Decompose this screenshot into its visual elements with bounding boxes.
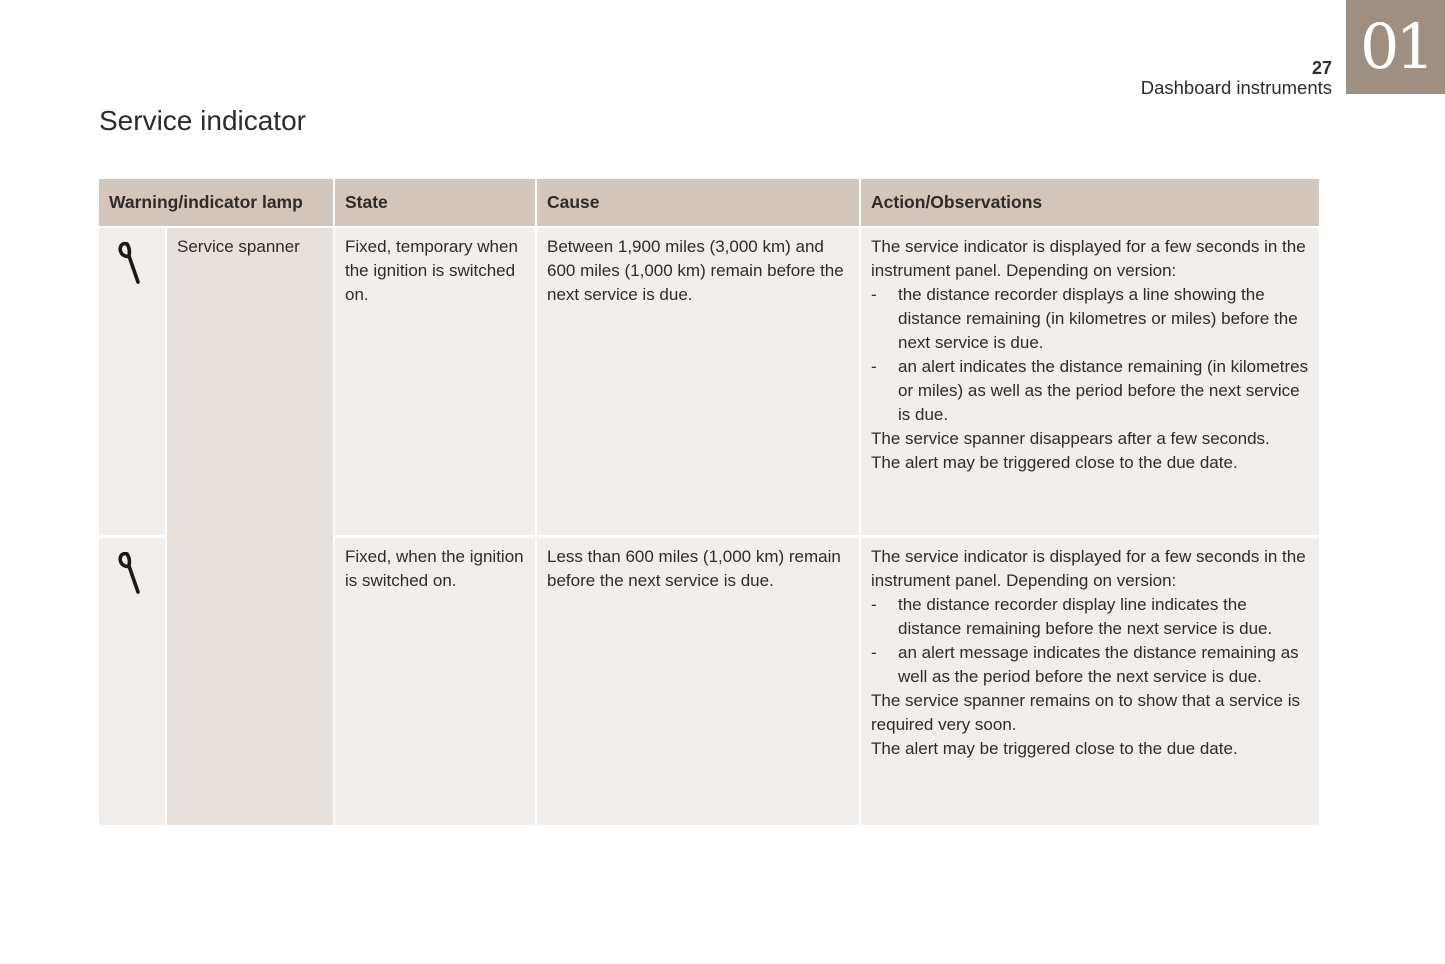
page-number: 27 <box>1311 58 1332 78</box>
action-bullet: - an alert message indicates the distance remaining as well as the period before the next service is due. <box>871 641 1309 689</box>
page-title: Service indicator <box>99 105 306 136</box>
action-bullet-list <box>871 283 1309 427</box>
action-note: The alert may be triggered close to the due date. <box>871 453 1238 472</box>
action-intro: The service indicator is displayed for a few seconds in the instrument panel. Depending on version: <box>871 547 1306 590</box>
action-intro: The service indicator is displayed for a few seconds in the instrument panel. Depending on version: <box>871 237 1306 280</box>
table-row-1-cause <box>537 228 859 535</box>
table-row-2-icon-cell <box>99 538 165 825</box>
table-row-1-icon-cell <box>99 228 165 535</box>
column-header-action: Action/Observations <box>861 179 1319 226</box>
table-row-1-action <box>861 228 1319 535</box>
lamp-name: Service spanner <box>177 237 300 256</box>
action-note: The alert may be triggered close to the due date. <box>871 739 1238 758</box>
chapter-title: Dashboard instruments <box>1140 77 1332 98</box>
action-note: The service spanner remains on to show that a service is required very soon. <box>871 691 1300 734</box>
chapter-tab <box>1346 0 1445 94</box>
action-bullet-list <box>871 593 1309 689</box>
chapter-number: 01 <box>1360 10 1431 83</box>
cause-text: Less than 600 miles (1,000 km) remain before the next service is due. <box>547 547 841 590</box>
action-bullet: - the distance recorder displays a line showing the distance remaining (in kilometres or miles) before the next service is due. <box>871 283 1309 355</box>
table-row-2-action <box>861 538 1319 825</box>
action-bullet: - the distance recorder display line indicates the distance remaining before the next service is due. <box>871 593 1309 641</box>
state-text: Fixed, when the ignition is switched on. <box>345 547 524 590</box>
table-row-2-cause <box>537 538 859 825</box>
action-note: The service spanner disappears after a few seconds. <box>871 429 1270 448</box>
table-row-2-state <box>335 538 535 825</box>
lamp-name-cell <box>167 228 333 825</box>
table-row-1-state <box>335 228 535 535</box>
cause-text: Between 1,900 miles (3,000 km) and 600 miles (1,000 km) remain before the next service is due. <box>547 237 844 304</box>
state-text: Fixed, temporary when the ignition is switched on. <box>345 237 518 304</box>
column-header-state: State <box>335 179 535 226</box>
spanner-icon <box>115 238 149 288</box>
action-bullet: - an alert indicates the distance remaining (in kilometres or miles) as well as the period before the next service is due. <box>871 355 1309 427</box>
spanner-icon <box>115 548 149 598</box>
column-header-cause: Cause <box>537 179 859 226</box>
column-header-lamp: Warning/indicator lamp <box>99 179 333 226</box>
